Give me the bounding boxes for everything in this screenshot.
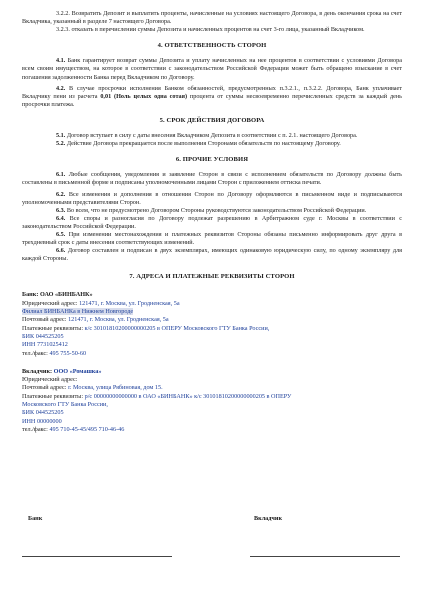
clause-6-3-text: Во всем, что не предусмотрено Договором Стороны руководствуются законодательством Российской Федерации. [65,206,367,214]
section-5-title: 5. СРОК ДЕЙСТВИЯ ДОГОВОРА [159,116,265,124]
bank-branch: Филиал БИНБАНКа в Нижнем Новгороде [22,308,134,316]
client-postal-address: г. Москва, улица Рябиновая, дом 15. [68,384,163,392]
bank-name: ОАО «БИНБАНК» [39,291,93,299]
signature-block [22,515,402,575]
clause-6-4-number: 6.4. [56,214,66,222]
section-7-title: 7. АДРЕСА И ПЛАТЕЖНЫЕ РЕКВИЗИТЫ СТОРОН [129,273,295,281]
clause-6-1 [22,171,402,187]
clause-3-2-3: 3.2.3. отказать в перечислении суммы Депозита и начисленных процентов на счет 3-го лица, указанный Вкладчиком. [56,26,365,34]
bank-legal-label: Юридический адрес: [22,299,80,307]
clause-4-1-number: 4.1. [56,57,66,65]
clause-6-3-number: 6.3. [56,206,66,214]
bank-payment-label: Платежные реквизиты: [22,324,85,332]
clause-4-1 [22,57,402,81]
client-signature-label: Вкладчик [254,515,283,522]
clause-5-2-text: Действие Договора прекращается после выполнения Сторонами обязательств по настоящему Договору. [65,140,341,148]
bank-phone-line [22,350,402,358]
clause-4-2-text-b: процента от суммы несвоевременно перечисленных средств за каждый день просрочки платежа. [22,92,402,108]
bank-requisites [22,291,402,357]
bank-name-line [22,291,402,299]
section-4-title: 4. ОТВЕТСТВЕННОСТЬ СТОРОН [157,42,267,50]
clause-6-2-text: Все изменения и дополнения в отношения Сторон по Договору оформляются в письменном виде и подписываются уполномоченными представителями Сторон. [22,190,402,206]
bank-bik: БИК 044525205 [22,332,64,340]
clause-6-3 [22,207,402,215]
clause-4-2-text-a: В случае просрочки исполнения Банком обязанностей, предусмотренных п.3.2.1., п.3.2.2. Договора, Банк уплачивает Вкладчику пени из расчета [22,84,402,100]
bank-legal-line [22,300,402,308]
bank-signature-label: Банк [28,515,43,522]
client-postal-label: Почтовый адрес: [22,384,69,392]
bank-inn: ИНН 7731025412 [22,341,68,349]
clause-5-2 [22,140,402,148]
client-label: Вкладчик: [22,367,54,375]
clause-6-5-number: 6.5. [56,230,66,238]
client-phone-line [22,426,402,434]
client-signature-line [250,556,400,557]
bank-legal-address: 121471, г. Москва, ул. Гродненская, 5а [79,299,180,307]
bank-phone: 495 755-50-60 [49,349,87,357]
client-name: ООО «Ромашка» [53,367,102,375]
client-postal-line [22,384,402,392]
bank-postal-label: Почтовый адрес: [22,316,69,324]
clause-6-5-text: При изменении местонахождения и платежных реквизитов Стороны обязаны письменно информировать друг друга в трехдневный срок с даты внесения соответствующих изменений. [22,230,402,247]
bank-phone-label: тел./факс: [22,349,50,357]
bank-postal-address: 121471, г. Москва, ул. Гродненская, 5а [68,316,169,324]
clause-6-5 [22,231,402,247]
clause-5-1-text: Договор вступает в силу с даты внесения Вкладчиком Депозита в соответствии с п. 2.1. настоящего Договора. [65,132,358,140]
clause-6-6-number: 6.6. [56,247,66,255]
client-requisites [22,368,402,434]
clause-3-2-2: 3.2.2. Возвратить Депозит и выплатить проценты, начисленные на условиях настоящего Договора, в день окончания срока на счет Вкладчика, указанный в разделе 7 настоящего Договора. [22,10,402,26]
bank-postal-line [22,316,402,324]
client-payment-line [22,393,402,401]
bank-signature-line [22,556,172,557]
client-payment-details: р/с 00000000000000 в ОАО «БИНБАНК» к/с 30101810200000000205 в ОПЕРУ [84,392,292,400]
bank-branch-line [22,308,402,316]
clause-6-6-text: Договор составлен и подписан в двух экземплярах, имеющих одинаковую юридическую силу, по одному экземпляру для каждой Стороны. [22,247,402,263]
bank-payment-line [22,325,402,333]
clause-6-4-text: Все споры и разногласия по Договору подлежат разрешению в Арбитражном суде г. Москвы в соответствии с законодательством Российской Федерации. [22,214,402,230]
client-legal-line: Юридический адрес: [22,376,78,384]
clause-6-6 [22,247,402,263]
client-phone-label: тел./факс: [22,425,50,433]
client-payment-line-2: Московского ГТУ Банка России, [22,401,108,408]
client-bik: БИК 044525205 [22,409,64,417]
client-inn: ИНН 00000000 [22,417,62,425]
clause-6-4 [22,215,402,231]
clause-4-1-text: Банк гарантирует возврат суммы Депозита и уплату начисленных на нее процентов в соответствии с условиями Договора всем своим имуществом, на которое в соответствии с законодательством Российской Федерации может быть обращено взыскание в счет погашения задолженности Банка перед Вкладчиком по Договору. [22,57,402,81]
clause-4-2-number: 4.2. [56,84,66,92]
clause-6-2 [22,191,402,207]
clause-4-2-rate: 0,01 (Ноль целых одна сотая) [100,92,188,100]
client-name-line [22,368,402,376]
clause-5-2-number: 5.2. [56,140,66,148]
bank-label: Банк: [22,291,40,299]
section-6-title: 6. ПРОЧИЕ УСЛОВИЯ [175,156,249,164]
clause-5-1-number: 5.1. [56,132,66,140]
clause-6-2-number: 6.2. [56,190,66,198]
bank-payment-details: к/с 30101810200000000205 в ОПЕРУ Московского ГТУ Банка России, [84,324,270,332]
client-phone: 495 710-45-45/495 710-46-46 [49,425,125,433]
clause-6-1-text: Любые сообщения, уведомления и заявление Сторон в связи с исполнением обязательств по Договору должны быть составлены в письменной форме и подписаны уполномоченными лицами Сторон с приложением оттиска печати. [22,171,402,187]
clause-5-1 [22,132,402,140]
clause-6-1-number: 6.1. [56,171,66,179]
clause-4-2 [22,85,402,109]
client-payment-label: Платежные реквизиты: [22,392,85,400]
